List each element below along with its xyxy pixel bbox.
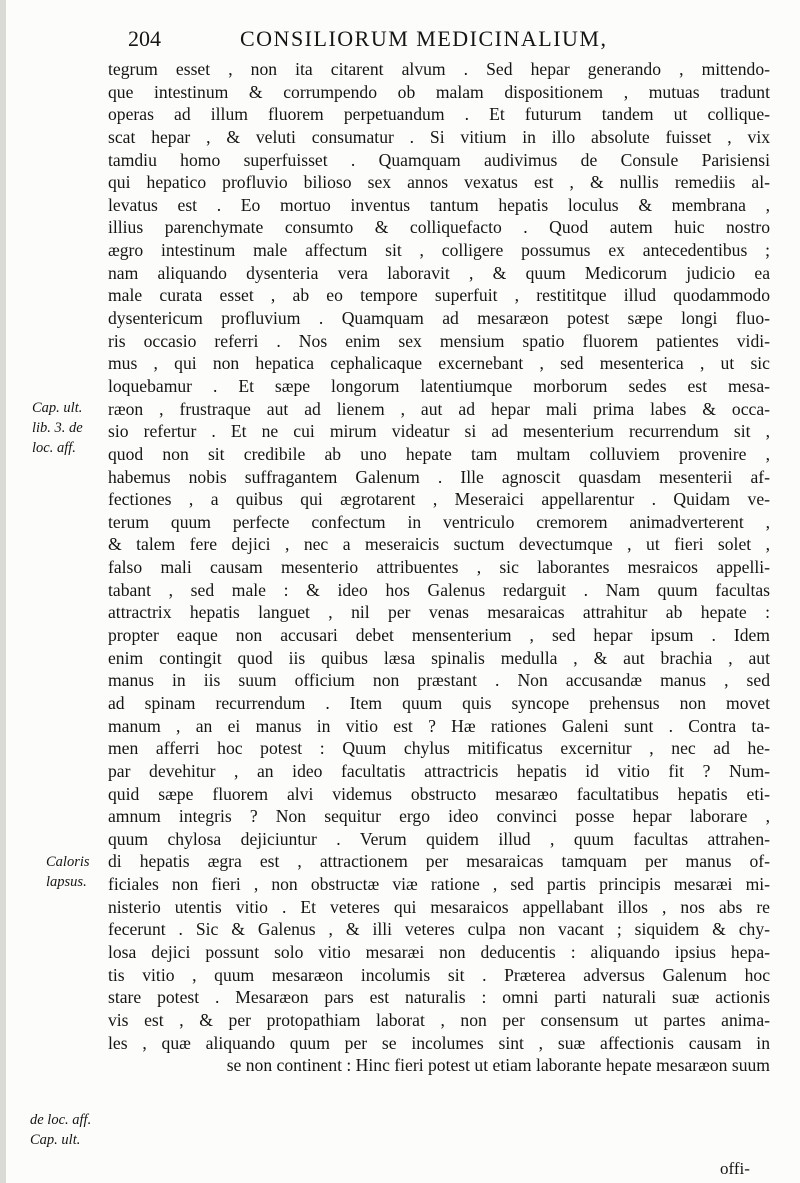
marginal-note-line: Caloris	[46, 854, 90, 870]
text-line: men afferri hoc potest : Quum chylus mitificatus excernitur , nec ad he-	[108, 738, 770, 759]
text-line: vis est , & per protopathiam laborat , non per consensum ut partes anima-	[108, 1009, 770, 1030]
marginal-note-citation	[32, 398, 116, 458]
catchword: offi-	[720, 1159, 750, 1178]
body-text	[108, 58, 770, 1077]
text-line: quum chylosa dejiciuntur . Verum quidem illud , quum facultas attrahen-	[108, 828, 770, 849]
text-line: ad spinam recurrendum . Item quum quis syncope prehensus non movet	[108, 692, 770, 713]
marginal-note-line: lib. 3. de	[32, 420, 83, 436]
text-line: operas ad illum fluorem perpetuandum . Et futurum tandem ut collique-	[108, 104, 770, 125]
text-line: terum quum perfecte confectum in ventriculo cremorem animadverterent ,	[108, 511, 770, 532]
text-line: ræon , frustraque aut ad lienem , aut ad hepar mali prima labes & occa-	[108, 398, 770, 419]
text-line: nam aliquando dysenteria vera laboravit , & quum Medicorum judicio ea	[108, 262, 770, 283]
page-header	[128, 24, 688, 54]
page-number: 204	[128, 26, 161, 51]
text-line: dysentericum profluvium . Quamquam ad mesaræon potest sæpe longi fluo-	[108, 308, 770, 329]
text-line: habemus nobis suffragantem Galenum . Ille agnoscit quasdam mesenterii af-	[108, 466, 770, 487]
text-line: male curata esset , ab eo tempore superfuit , restititque illud quodammodo	[108, 285, 770, 306]
text-line: amnum integris ? Non sequitur ergo ideo convinci posse hepar laborare ,	[108, 806, 770, 827]
text-line: enim contingit quod iis quibus læsa spinalis medulla , & aut brachia , aut	[108, 647, 770, 668]
text-line: losa dejici possunt solo vitio mesaræi non deducentis : aliquando ipsius hepa-	[108, 941, 770, 962]
text-line: scat hepar , & veluti consumatur . Si vitium in illo absolute fuisset , vix	[108, 126, 770, 147]
text-line: sio refertur . Et ne cui mirum videatur si ad mesenterium recurrendum sit ,	[108, 421, 770, 442]
marginal-note-topic	[46, 852, 130, 892]
marginal-note-line: Cap. ult.	[30, 1132, 81, 1148]
text-line: manus in iis suum officium non præstant . Non accusandæ manus , sed	[108, 670, 770, 691]
text-line: se non continent : Hinc fieri potest ut etiam laborante hepate mesaræon suum	[226, 1055, 770, 1076]
text-line: levatus est . Eo mortuo inventus tantum hepatis loculus & membrana ,	[108, 194, 770, 215]
text-line: stare potest . Mesaræon pars est naturalis : omni parti naturali suæ actionis	[108, 987, 770, 1008]
text-line: illius parenchymate consumto & colliquefacto . Quod autem huic nostro	[108, 217, 770, 238]
text-line: ficiales non fieri , non obstructæ viæ ratione , sed partis principis mesaræi mi-	[108, 874, 770, 895]
text-line: di hepatis ægra est , attractionem per mesaraicas tamquam per manus of-	[108, 851, 770, 872]
text-line: falso mali causam mesenterio attribuentes , sic laborantes mesraicos appelli-	[108, 557, 770, 578]
text-line: loquebamur . Et sæpe longorum latentiumque morborum sedes est mesa-	[108, 375, 770, 396]
text-line: & talem fere dejici , nec a meseraicis suctum devectumque , ut fieri solet ,	[108, 534, 770, 555]
marginal-note-line: de loc. aff.	[30, 1112, 92, 1128]
marginal-note-line: Cap. ult.	[32, 400, 83, 416]
text-line: tamdiu homo superfuisset . Quamquam audivimus de Consule Parisiensi	[108, 149, 770, 170]
text-line: fectiones , a quibus qui ægrotarent , Meseraici appellarentur . Quidam ve-	[108, 489, 770, 510]
text-line: tis vitio , quum mesaræon incolumis sit . Præterea adversus Galenum hoc	[108, 964, 770, 985]
text-line: par devehitur , an ideo facultatis attractricis hepatis id vitio fit ? Num-	[108, 760, 770, 781]
text-line: mus , qui non hepatica cephalicaque excernebant , sed mesenterica , ut sic	[108, 353, 770, 374]
marginal-note-line: loc. aff.	[32, 440, 76, 456]
text-line: nisterio utentis vitio . Et veteres qui mesaraicos appellabant illos , nos abs re	[108, 896, 770, 917]
text-line: quod non sit credibile ab uno hepate tam multam colluviem provenire ,	[108, 443, 770, 464]
text-line: tegrum esset , non ita citarent alvum . Sed hepar generando , mittendo-	[108, 59, 770, 79]
text-line: quid sæpe fluorem alvi videmus obstructo mesaræo facultatibus hepatis eti-	[108, 783, 770, 804]
text-line: attractrix hepatis languet , nil per venas mesaraicas attrahitur ab hepate :	[108, 602, 770, 623]
marginal-note-citation	[30, 1110, 114, 1150]
text-line: que intestinum & corrumpendo ob malam dispositionem , mutuas tradunt	[108, 81, 770, 102]
page-gutter-shadow	[0, 0, 6, 1183]
text-line: les , quæ aliquando quum per se incolumes sint , suæ affectionis causam in	[108, 1032, 770, 1053]
text-line: tabant , sed male : & ideo hos Galenus redarguit . Nam quum facultas	[108, 579, 770, 600]
text-line: qui hepatico profluvio bilioso sex annos vexatus est , & nullis remediis al-	[108, 172, 770, 193]
text-line: ris occasio referri . Nos enim sex mensium spatio fluorem patientes vidi-	[108, 330, 770, 351]
text-line: fecerunt . Sic & Galenus , & illi veteres culpa non vacant ; siquidem & chy-	[108, 919, 770, 940]
marginal-note-line: lapsus.	[46, 874, 87, 890]
text-line: ægro intestinum male affectum sit , colligere possumus ex antecedentibus ;	[108, 240, 770, 261]
running-title: CONSILIORUM MEDICINALIUM,	[240, 26, 608, 51]
text-line: manum , an ei manus in vitio est ? Hæ rationes Galeni sunt . Contra ta-	[108, 715, 770, 736]
text-line: propter eaque non accusari debet mensenterium , sed hepar ipsum . Idem	[108, 625, 770, 646]
